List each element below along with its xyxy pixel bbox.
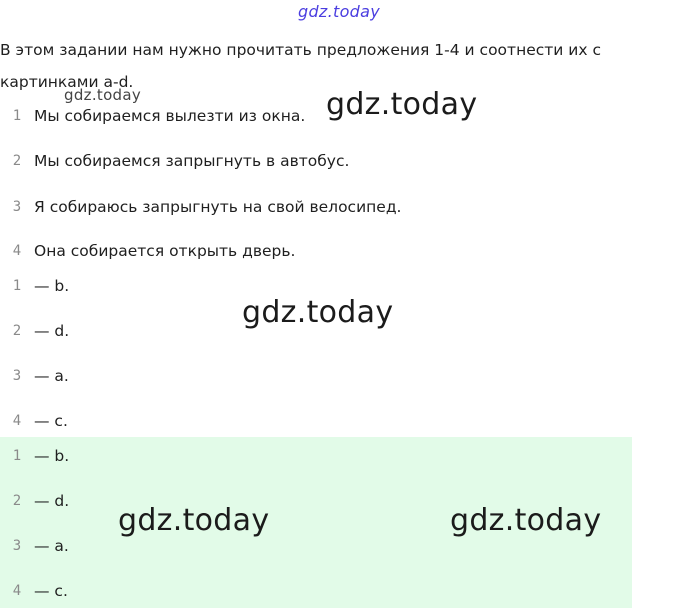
answer-text: — d. [34, 492, 70, 510]
sentence-text: Мы собираемся вылезти из окна. [34, 107, 306, 125]
watermark-4: gdz.today [450, 503, 602, 538]
sentence-item [0, 238, 295, 264]
sentence-item [0, 148, 349, 174]
match-item [0, 318, 69, 344]
match-number: 1 [12, 278, 22, 294]
sentence-number: 4 [12, 243, 22, 259]
match-text: — d. [34, 322, 70, 340]
answer-number: 4 [12, 583, 22, 599]
answer-text: — a. [34, 537, 69, 555]
match-text: — c. [34, 412, 68, 430]
answer-text: — c. [34, 582, 68, 600]
match-item [0, 273, 69, 299]
sentence-number: 1 [12, 108, 22, 124]
answer-number: 3 [12, 538, 22, 554]
sentence-text: Мы собираемся запрыгнуть в автобус. [34, 152, 350, 170]
watermark-top: gdz.today [298, 2, 380, 21]
answer-item [0, 533, 69, 559]
match-number: 2 [12, 323, 22, 339]
answer-item [0, 578, 68, 604]
sentence-text: Я собираюсь запрыгнуть на свой велосипед. [34, 198, 402, 216]
match-number: 4 [12, 413, 22, 429]
answer-text: — b. [34, 447, 70, 465]
watermark-1: gdz.today [326, 87, 478, 122]
answer-number: 1 [12, 448, 22, 464]
sentence-number: 3 [12, 199, 22, 215]
watermark-3: gdz.today [118, 503, 270, 538]
match-item [0, 363, 69, 389]
match-number: 3 [12, 368, 22, 384]
task-intro: В этом задании нам нужно прочитать предложения 1-4 и соотнести их с картинками a-d. [0, 41, 601, 91]
answer-item [0, 488, 69, 514]
watermark-2: gdz.today [242, 295, 394, 330]
sentence-number: 2 [12, 153, 22, 169]
answer-item [0, 443, 69, 469]
sentence-item [0, 103, 305, 129]
answer-number: 2 [12, 493, 22, 509]
sentence-text: Она собирается открыть дверь. [34, 242, 296, 260]
match-text: — a. [34, 367, 69, 385]
match-text: — b. [34, 277, 70, 295]
watermark-small: gdz.today [64, 86, 142, 104]
sentence-item [0, 194, 401, 220]
match-item [0, 408, 68, 434]
